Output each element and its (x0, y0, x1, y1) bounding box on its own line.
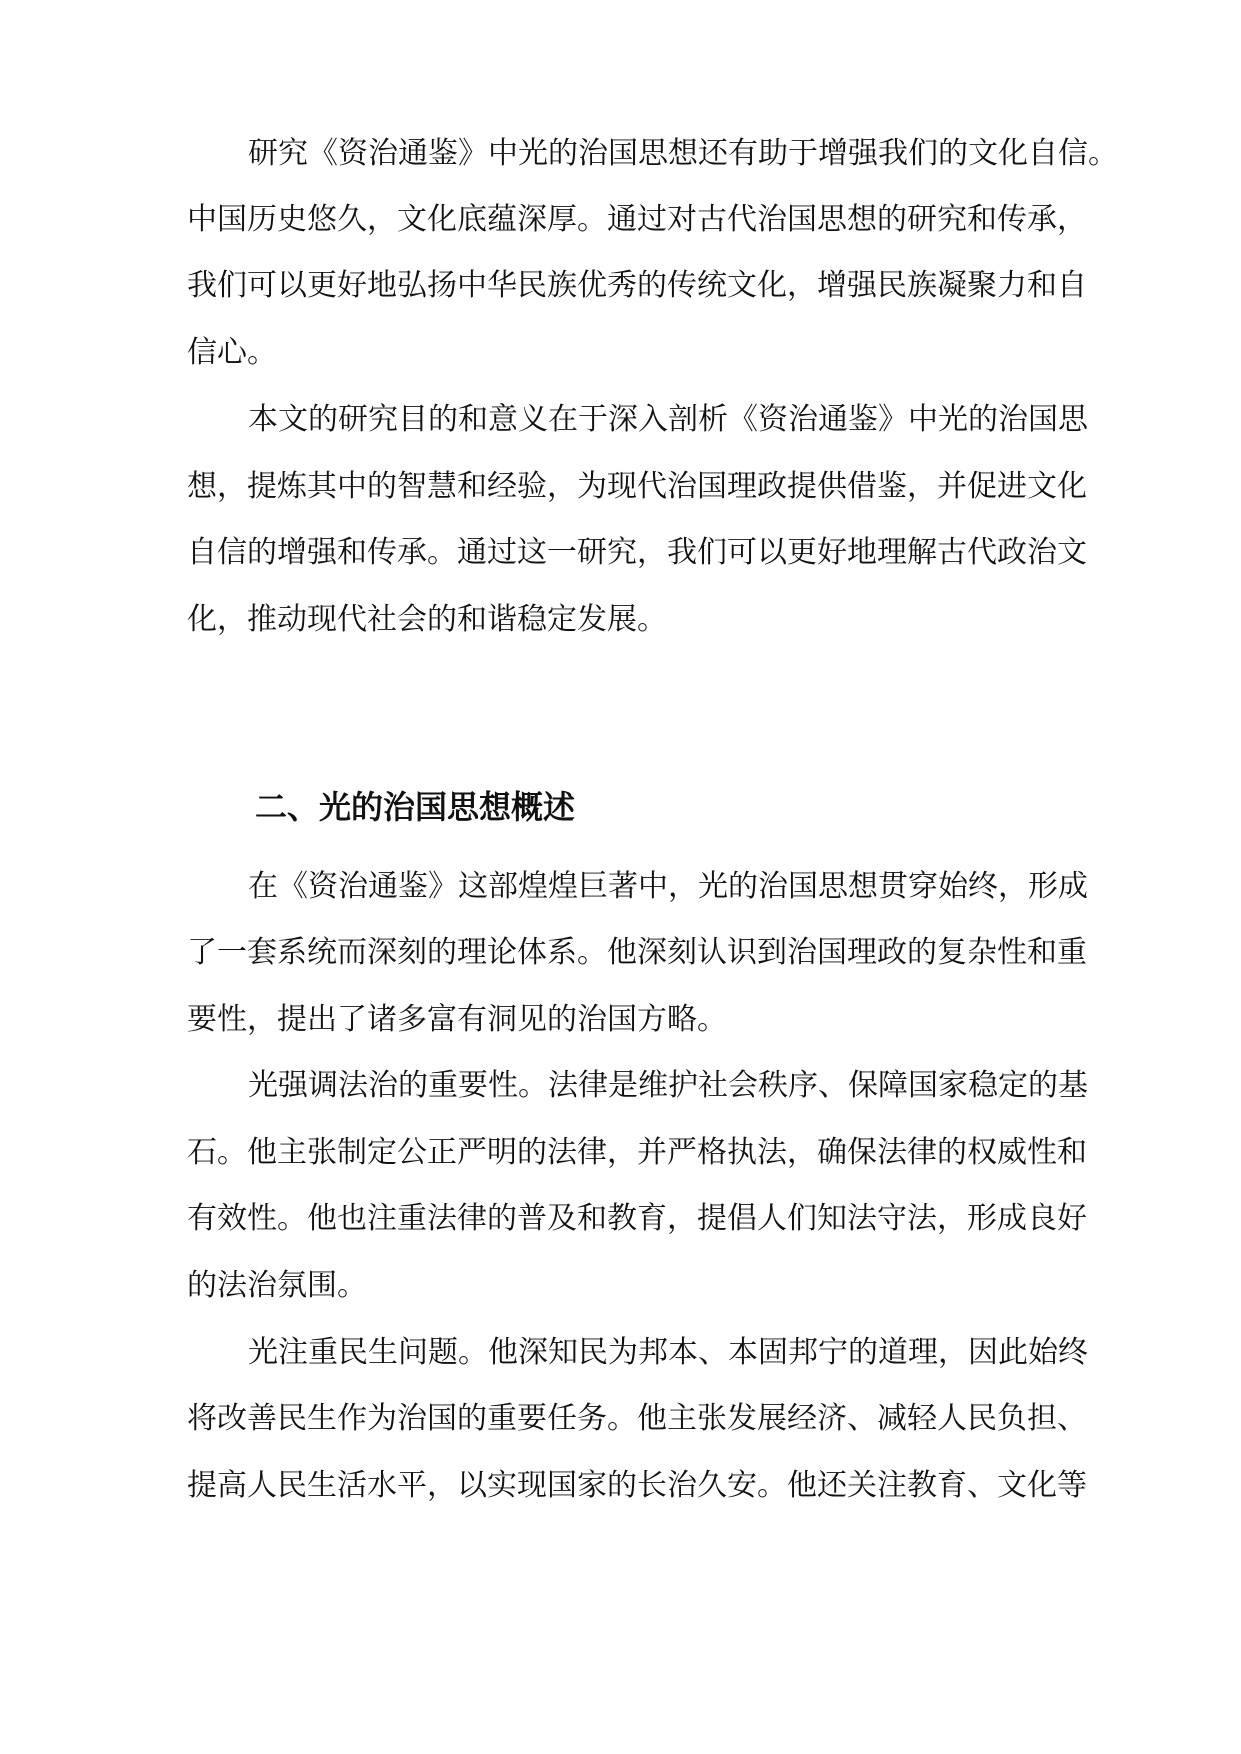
paragraph-1-line-2: 中国历史悠久，文化底蕴深厚。通过对古代治国思想的研究和传承， (187, 202, 1087, 237)
section-paragraph-1-line-1: 在《资治通鉴》这部煌煌巨著中，光的治国思想贯穿始终，形成 (248, 869, 1088, 904)
section-paragraph-1-line-3: 要性，提出了诸多富有洞见的治国方略。 (187, 1002, 727, 1037)
section-paragraph-2-line-1: 光强调法治的重要性。法律是维护社会秩序、保障国家稳定的基 (248, 1068, 1088, 1103)
section-paragraph-2-line-4: 的法治氛围。 (187, 1268, 367, 1303)
section-paragraph-3-line-1: 光注重民生问题。他深知民为邦本、本固邦宁的道理，因此始终 (248, 1335, 1088, 1370)
paragraph-1-line-1: 研究《资治通鉴》中光的治国思想还有助于增强我们的文化自信。 (248, 136, 1118, 171)
paragraph-2-line-3: 自信的增强和传承。通过这一研究，我们可以更好地理解古代政治文 (187, 535, 1087, 570)
paragraph-2-line-1: 本文的研究目的和意义在于深入剖析《资治通鉴》中光的治国思 (248, 402, 1088, 437)
section-paragraph-1-line-2: 了一套系统而深刻的理论体系。他深刻认识到治国理政的复杂性和重 (187, 935, 1087, 970)
section-paragraph-3-line-2: 将改善民生作为治国的重要任务。他主张发展经济、减轻人民负担、 (187, 1401, 1087, 1436)
section-heading: 二、光的治国思想概述 (255, 788, 576, 826)
paragraph-2-line-2: 想，提炼其中的智慧和经验，为现代治国理政提供借鉴，并促进文化 (187, 469, 1087, 504)
section-paragraph-2-line-2: 石。他主张制定公正严明的法律，并严格执法，确保法律的权威性和 (187, 1135, 1087, 1170)
paragraph-1-line-3: 我们可以更好地弘扬中华民族优秀的传统文化，增强民族凝聚力和自 (187, 268, 1087, 303)
section-paragraph-2-line-3: 有效性。他也注重法律的普及和教育，提倡人们知法守法，形成良好 (187, 1201, 1087, 1236)
section-paragraph-3-line-3: 提高人民生活水平，以实现国家的长治久安。他还关注教育、文化等 (187, 1468, 1087, 1503)
paragraph-1-line-4: 信心。 (187, 335, 277, 370)
paragraph-2-line-4: 化，推动现代社会的和谐稳定发展。 (187, 602, 667, 637)
